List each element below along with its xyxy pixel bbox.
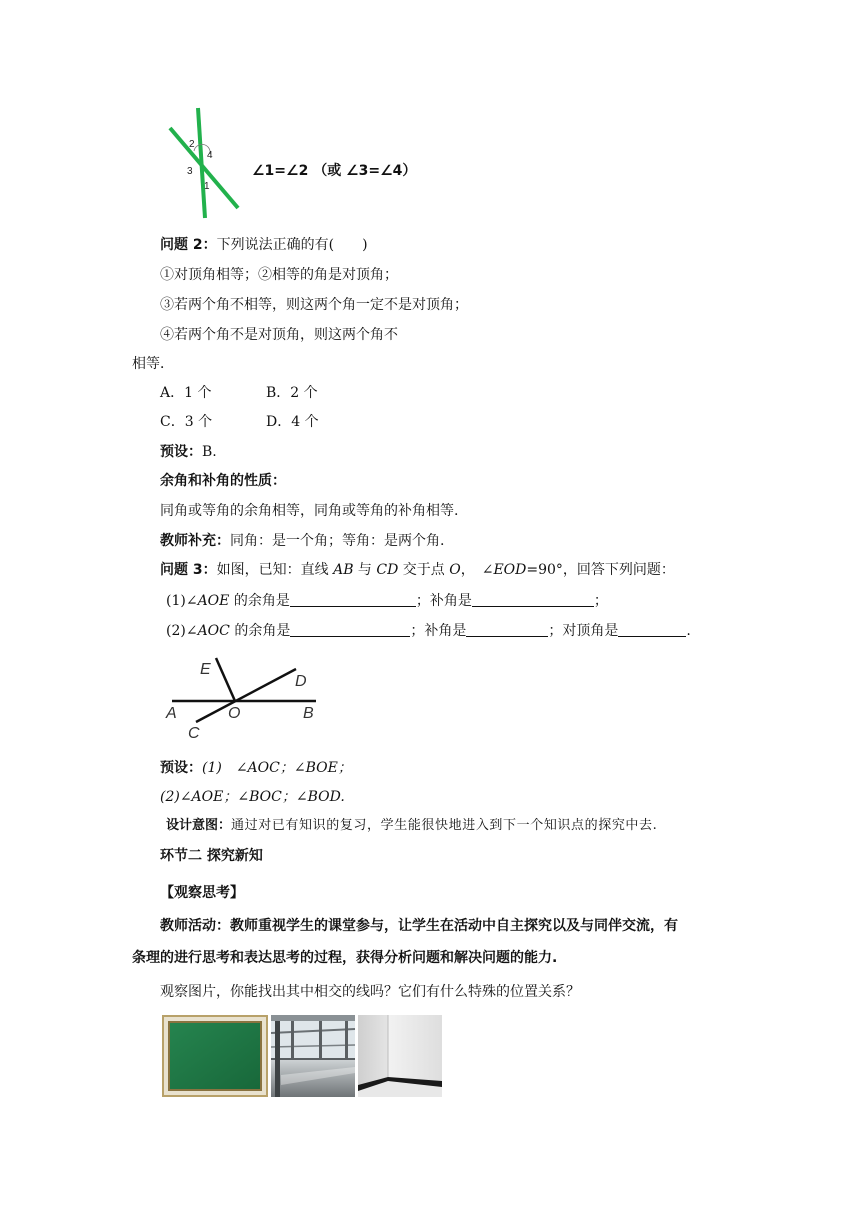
question3-text-2: 与: [353, 562, 377, 578]
angle-aoc: AOC: [197, 623, 230, 639]
part1-end: ；: [593, 593, 608, 609]
question2-line3-continued: 相等．: [132, 356, 174, 372]
question3-part2: [166, 622, 691, 640]
blackboard-photo: [162, 1015, 268, 1097]
vertical-angle-blank[interactable]: [618, 622, 686, 637]
option-b: B．2 个: [266, 385, 318, 401]
supplement-blank-2[interactable]: [466, 622, 548, 637]
answer-label: 预设：: [160, 444, 202, 460]
angle-label-2: 2: [189, 139, 195, 150]
observe-heading: 【观察思考】: [160, 885, 244, 901]
question3-heading: [160, 562, 675, 579]
question2-heading: [160, 237, 368, 254]
answer3-line1: (1) ∠AOC；∠BOE；: [202, 760, 352, 776]
question3-answer-2: (2)∠AOE；∠BOC；∠BOD.: [160, 789, 345, 805]
teacher-supplement-text: 同角：是一个角；等角：是两个角.: [230, 533, 445, 549]
teacher-supplement-label: 教师补充：: [160, 533, 230, 549]
question3-text-3: 交于点: [398, 562, 450, 578]
part1-complement-label: 的余角是: [229, 593, 290, 609]
complement-blank-2[interactable]: [290, 622, 410, 637]
part1-prefix: (1)∠: [166, 593, 198, 609]
line-cd-segment: [196, 669, 296, 722]
line-ab: AB: [333, 562, 354, 578]
question3-text-5: =90°，回答下列问题：: [526, 562, 675, 578]
part2-supplement-label: ；补角是: [410, 623, 467, 639]
part2-prefix: (2)∠: [166, 623, 198, 639]
angle-figure: [160, 652, 335, 744]
label-e: E: [200, 661, 211, 678]
question2-line1: ①对顶角相等；②相等的角是对顶角；: [160, 267, 398, 283]
design-intent-text: 通过对已有知识的复习，学生能很快地进入到下一个知识点的探究中去.: [231, 818, 658, 833]
angle-eod: EOD: [493, 562, 527, 578]
design-intent: [166, 818, 657, 834]
window-hallway-photo: [271, 1015, 355, 1097]
property-text: 同角或等角的余角相等，同角或等角的补角相等.: [160, 503, 459, 519]
label-d: D: [295, 673, 307, 690]
angle-label-1: 1: [204, 181, 210, 192]
angle-label-4: 4: [207, 150, 213, 161]
teacher-activity-line2: 条理的进行思考和表达思考的过程，获得分析问题和解决问题的能力.: [132, 950, 558, 966]
question2-answer: [160, 444, 217, 461]
part2-complement-label: 的余角是: [229, 623, 291, 639]
teacher-supplement: [160, 533, 444, 550]
part1-supplement-label: ；补角是: [415, 593, 472, 609]
label-b: B: [303, 705, 314, 722]
angle-aoe: AOE: [197, 593, 230, 609]
observe-question: 观察图片，你能找出其中相交的线吗？它们有什么特殊的位置关系？: [160, 984, 580, 1000]
question3-part1: [166, 592, 608, 610]
room-corner-photo: [358, 1015, 442, 1097]
teacher-activity-line1: 教师活动：教师重视学生的课堂参与，让学生在活动中自主探究以及与同伴交流，有: [160, 918, 678, 934]
question2-text: 下列说法正确的有( ): [216, 237, 368, 253]
figure1-caption: ∠1=∠2 （或 ∠3=∠4）: [252, 163, 417, 179]
question2-line2: ③若两个角不相等，则这两个角一定不是对顶角；: [160, 297, 468, 313]
design-intent-label: 设计意图：: [166, 818, 232, 833]
option-d: D．4 个: [266, 414, 319, 430]
answer3-label: 预设：: [160, 760, 202, 776]
property-title: 余角和补角的性质：: [160, 473, 286, 489]
option-a: A．1 个: [160, 385, 212, 401]
angle-label-3: 3: [187, 166, 193, 177]
option-c: C．3 个: [160, 414, 213, 430]
question2-line3: ④若两个角不是对顶角，则这两个角不: [160, 327, 398, 343]
label-c: C: [188, 725, 200, 742]
complement-blank-1[interactable]: [290, 592, 416, 607]
question3-text: 如图，已知：直线: [216, 562, 334, 578]
question3-text-4: ， ∠: [460, 562, 494, 578]
part2-vertical-label: ；对顶角是: [548, 623, 619, 639]
section-heading: 环节二 探究新知: [160, 848, 263, 864]
intersecting-lines-figure: [160, 104, 250, 222]
label-o: O: [228, 705, 241, 722]
supplement-blank-1[interactable]: [472, 592, 594, 607]
line-cd: CD: [376, 562, 399, 578]
label-a: A: [166, 705, 177, 722]
part2-end: .: [686, 623, 691, 639]
point-o: O: [449, 562, 461, 578]
ray-oe: [216, 658, 235, 701]
question2-title: 问题 2：: [160, 237, 217, 253]
question3-answer-1: [160, 760, 352, 777]
answer-value: B.: [202, 444, 217, 460]
question3-title: 问题 3：: [160, 562, 217, 578]
